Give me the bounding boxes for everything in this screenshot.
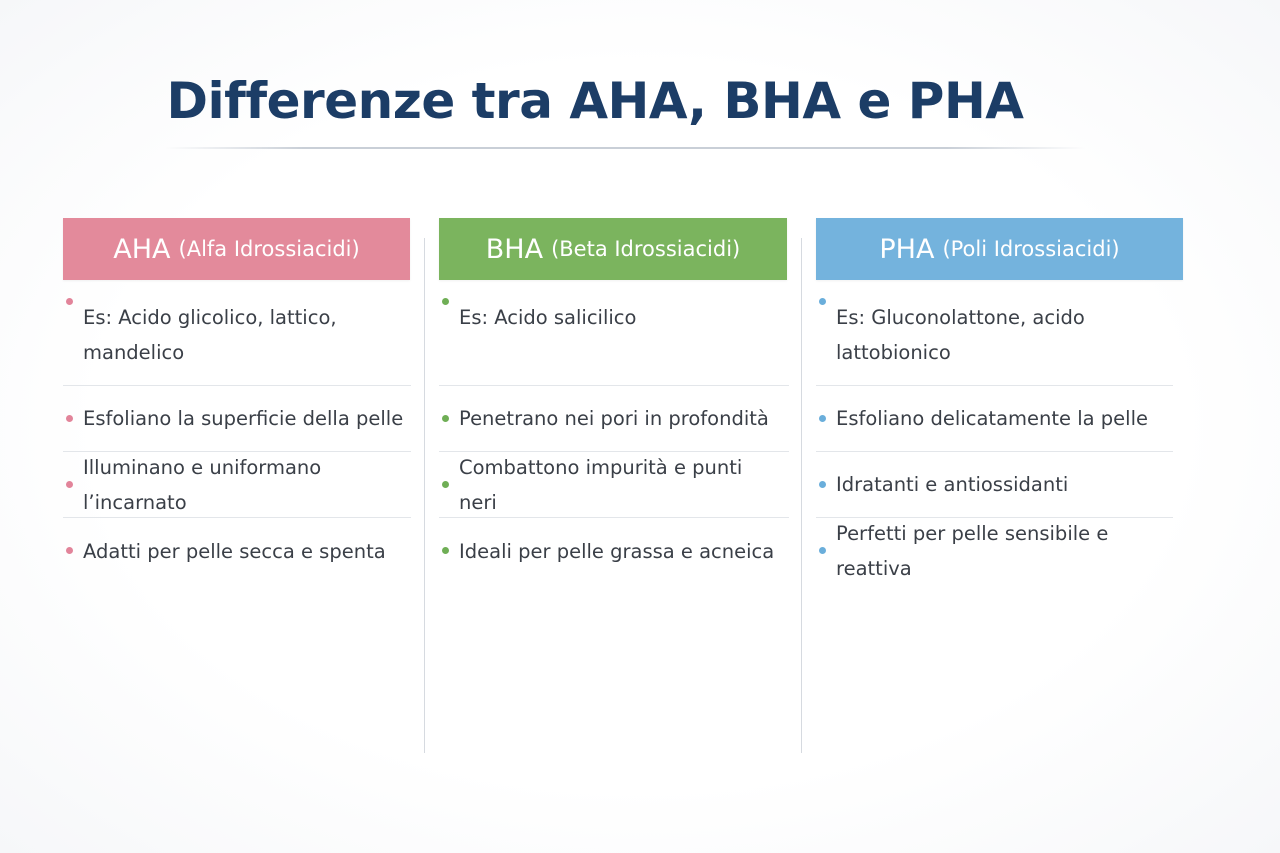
- column-header-bha: [439, 218, 787, 280]
- column-header-full-name: (Beta Idrossiacidi): [551, 237, 741, 261]
- column-divider: [424, 238, 425, 753]
- column-aha: [63, 218, 411, 584]
- list-item-text: Penetrano nei pori in profondità: [459, 407, 769, 430]
- column-header-abbr: PHA: [879, 233, 935, 265]
- list-item-text: Illuminano e uniformano l’incarnato: [83, 455, 322, 514]
- list-item-text: Adatti per pelle secca e spenta: [83, 539, 386, 563]
- list-item-text: Perfetti per pelle sensibile e reattiva: [836, 522, 1109, 580]
- page-title: Differenze tra AHA, BHA e PHA: [166, 72, 1024, 130]
- title-divider: [165, 147, 1085, 149]
- list-item: [63, 386, 411, 452]
- column-items: [816, 280, 1173, 584]
- list-item: [63, 452, 411, 518]
- column-items: [439, 280, 789, 584]
- bullet-dot-icon: [819, 298, 826, 305]
- bullet-dot-icon: [442, 481, 449, 488]
- list-item: [63, 518, 411, 584]
- bullet-dot-icon: [66, 415, 73, 422]
- list-item: [816, 280, 1173, 386]
- list-item: [63, 280, 411, 386]
- list-item-text: Esfoliano delicatamente la pelle: [836, 407, 1148, 430]
- list-item: [439, 518, 789, 584]
- column-divider: [801, 238, 802, 753]
- bullet-dot-icon: [442, 298, 449, 305]
- column-header-aha: [63, 218, 410, 280]
- column-header-abbr: AHA: [113, 233, 171, 265]
- column-header-abbr: BHA: [485, 233, 544, 265]
- list-item-text: Esfoliano la superficie della pelle: [83, 407, 404, 430]
- column-pha: [816, 218, 1173, 584]
- list-item: [439, 386, 789, 452]
- column-bha: [439, 218, 789, 584]
- column-header-full-name: (Alfa Idrossiacidi): [178, 237, 360, 261]
- column-header-pha: [816, 218, 1183, 280]
- list-item-text: Es: Acido glicolico, lattico, mandelico: [83, 306, 337, 364]
- list-item-text: Es: Gluconolattone, acido lattobionico: [836, 306, 1085, 364]
- bullet-dot-icon: [66, 481, 73, 488]
- list-item-text: Ideali per pelle grassa e acneica: [459, 539, 775, 563]
- bullet-dot-icon: [819, 415, 826, 422]
- list-item: [439, 452, 789, 518]
- bullet-dot-icon: [442, 415, 449, 422]
- bullet-dot-icon: [819, 547, 826, 554]
- column-header-full-name: (Poli Idrossiacidi): [942, 237, 1120, 261]
- column-items: [63, 280, 411, 584]
- list-item-text: Idratanti e antiossidanti: [836, 473, 1069, 496]
- list-item: [439, 280, 789, 386]
- bullet-dot-icon: [66, 547, 73, 554]
- bullet-dot-icon: [442, 547, 449, 554]
- bullet-dot-icon: [819, 481, 826, 488]
- list-item-text: Es: Acido salicilico: [459, 306, 637, 329]
- list-item-text: Combattono impurità e punti neri: [459, 455, 743, 514]
- list-item: [816, 452, 1173, 518]
- bullet-dot-icon: [66, 298, 73, 305]
- list-item: [816, 518, 1173, 584]
- list-item: [816, 386, 1173, 452]
